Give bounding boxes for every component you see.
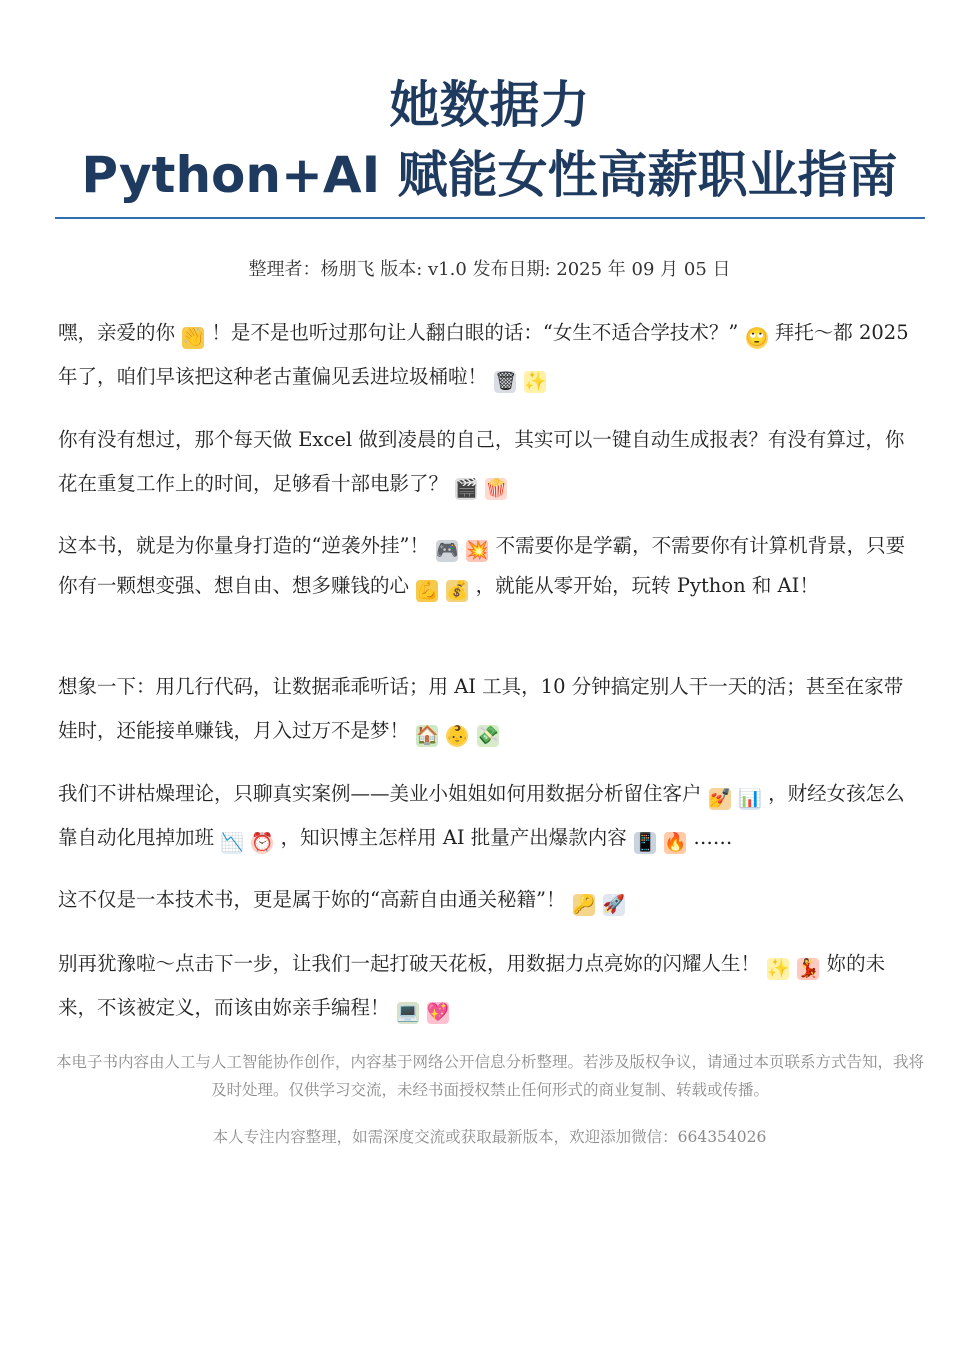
paragraph-excel bbox=[58, 418, 920, 506]
paragraph-cases bbox=[58, 772, 920, 860]
paragraph-text: 这不仅是一本技术书，更是属于妳的“高薪自由通关秘籍”！ bbox=[58, 888, 566, 911]
paragraph-closing bbox=[58, 942, 920, 1030]
sparkles-icon: ✨ bbox=[767, 958, 790, 979]
money-bag-icon: 💰 bbox=[446, 580, 469, 601]
paragraph-text: 你有没有想过，那个每天做 Excel 做到凌晨的自己，其实可以一键自动生成报表？有没有算过，你花在重复工作上的时间，足够看十部电影了？ bbox=[58, 428, 905, 495]
nail-polish-icon: 💅 bbox=[708, 788, 732, 809]
popcorn-icon: 🍿 bbox=[485, 478, 508, 499]
rocket-icon: 🚀 bbox=[602, 894, 626, 915]
paragraph-text: ，财经女孩怎么靠自动化甩掉加班 bbox=[58, 782, 905, 849]
paragraph-text: …… bbox=[693, 826, 733, 849]
eye-roll-face-icon: 🙄 bbox=[745, 327, 768, 348]
paragraph-text: ，就能从零开始，玩转 Python 和 AI！ bbox=[475, 574, 819, 597]
paragraph-text: 拜托～都 2025 年了，咱们早该把这种老古董偏见丢进垃圾桶啦！ bbox=[58, 321, 909, 388]
paragraph-text: 我们不讲枯燥理论，只聊真实案例——美业小姐姐如何用数据分析留住客户 bbox=[58, 782, 702, 805]
house-icon: 🏠 bbox=[416, 725, 439, 746]
sparkling-heart-icon: 💖 bbox=[426, 1002, 450, 1023]
title-line-2: Python+AI 赋能女性高薪职业指南 bbox=[81, 146, 898, 204]
title-divider bbox=[55, 217, 925, 219]
sparkles-icon: ✨ bbox=[524, 371, 547, 392]
waving-hand-icon: 👋 bbox=[182, 327, 205, 348]
flexed-biceps-icon: 💪 bbox=[416, 580, 439, 601]
document-meta: 整理者：杨朋飞 版本: v1.0 发布日期: 2025 年 09 月 05 日 bbox=[248, 259, 731, 280]
clapper-board-icon: 🎬 bbox=[455, 478, 478, 499]
paragraph-text: 别再犹豫啦～点击下一步，让我们一起打破天花板，用数据力点亮妳的闪耀人生！ bbox=[58, 952, 761, 975]
paragraph-book bbox=[58, 526, 920, 606]
bar-chart-icon: 📊 bbox=[738, 788, 762, 809]
copyright-notice: 本电子书内容由人工与人工智能协作创作，内容基于网络公开信息分析整理。若涉及版权争议，请通过本页联系方式告知，我将及时处理。仅供学习交流，未经书面授权禁止任何形式的商业复制、转载或传播。 bbox=[55, 1053, 924, 1099]
paragraph-text: 嘿，亲爱的你 bbox=[58, 321, 176, 344]
wastebasket-icon: 🗑 bbox=[494, 371, 518, 392]
paragraph-secret bbox=[58, 878, 920, 922]
game-controller-icon: 🎮 bbox=[436, 540, 459, 561]
paragraph-intro bbox=[58, 311, 920, 399]
contact-line: 本人专注内容整理，如需深度交流或获取最新版本，欢迎添加微信：664354026 bbox=[212, 1128, 767, 1146]
alarm-clock-icon: ⏰ bbox=[251, 832, 274, 853]
paragraph-imagine bbox=[58, 665, 920, 753]
title-line-1: 她数据力 bbox=[389, 76, 590, 134]
mobile-phone-icon: 📱 bbox=[634, 832, 657, 853]
baby-icon: 👶 bbox=[446, 725, 469, 746]
woman-dancing-icon: 💃 bbox=[797, 958, 820, 979]
paragraph-text: ！是不是也听过那句让人翻白眼的话：“女生不适合学技术？” bbox=[211, 321, 739, 344]
key-icon: 🔑 bbox=[572, 894, 596, 915]
paragraph-text: 不需要你是学霸，不需要你有计算机背景，只要你有一颗想变强、想自由、想多赚钱的心 bbox=[58, 534, 906, 597]
paragraph-text: 这本书，就是为你量身打造的“逆袭外挂”！ bbox=[58, 534, 429, 557]
laptop-icon: 💻 bbox=[396, 1002, 420, 1023]
fire-icon: 🔥 bbox=[664, 832, 687, 853]
paragraph-text: ，知识博主怎样用 AI 批量产出爆款内容 bbox=[280, 826, 627, 849]
collision-icon: 💥 bbox=[466, 540, 489, 561]
paragraph-text: 妳的未来，不该被定义，而该由妳亲手编程！ bbox=[58, 952, 886, 1019]
paragraph-text: 想象一下：用几行代码，让数据乖乖听话；用 AI 工具，10 分钟搞定别人干一天的活；甚至在家带娃时，还能接单赚钱，月入过万不是梦！ bbox=[58, 675, 904, 742]
money-with-wings-icon: 💸 bbox=[476, 725, 500, 746]
chart-decreasing-icon: 📉 bbox=[221, 832, 244, 853]
